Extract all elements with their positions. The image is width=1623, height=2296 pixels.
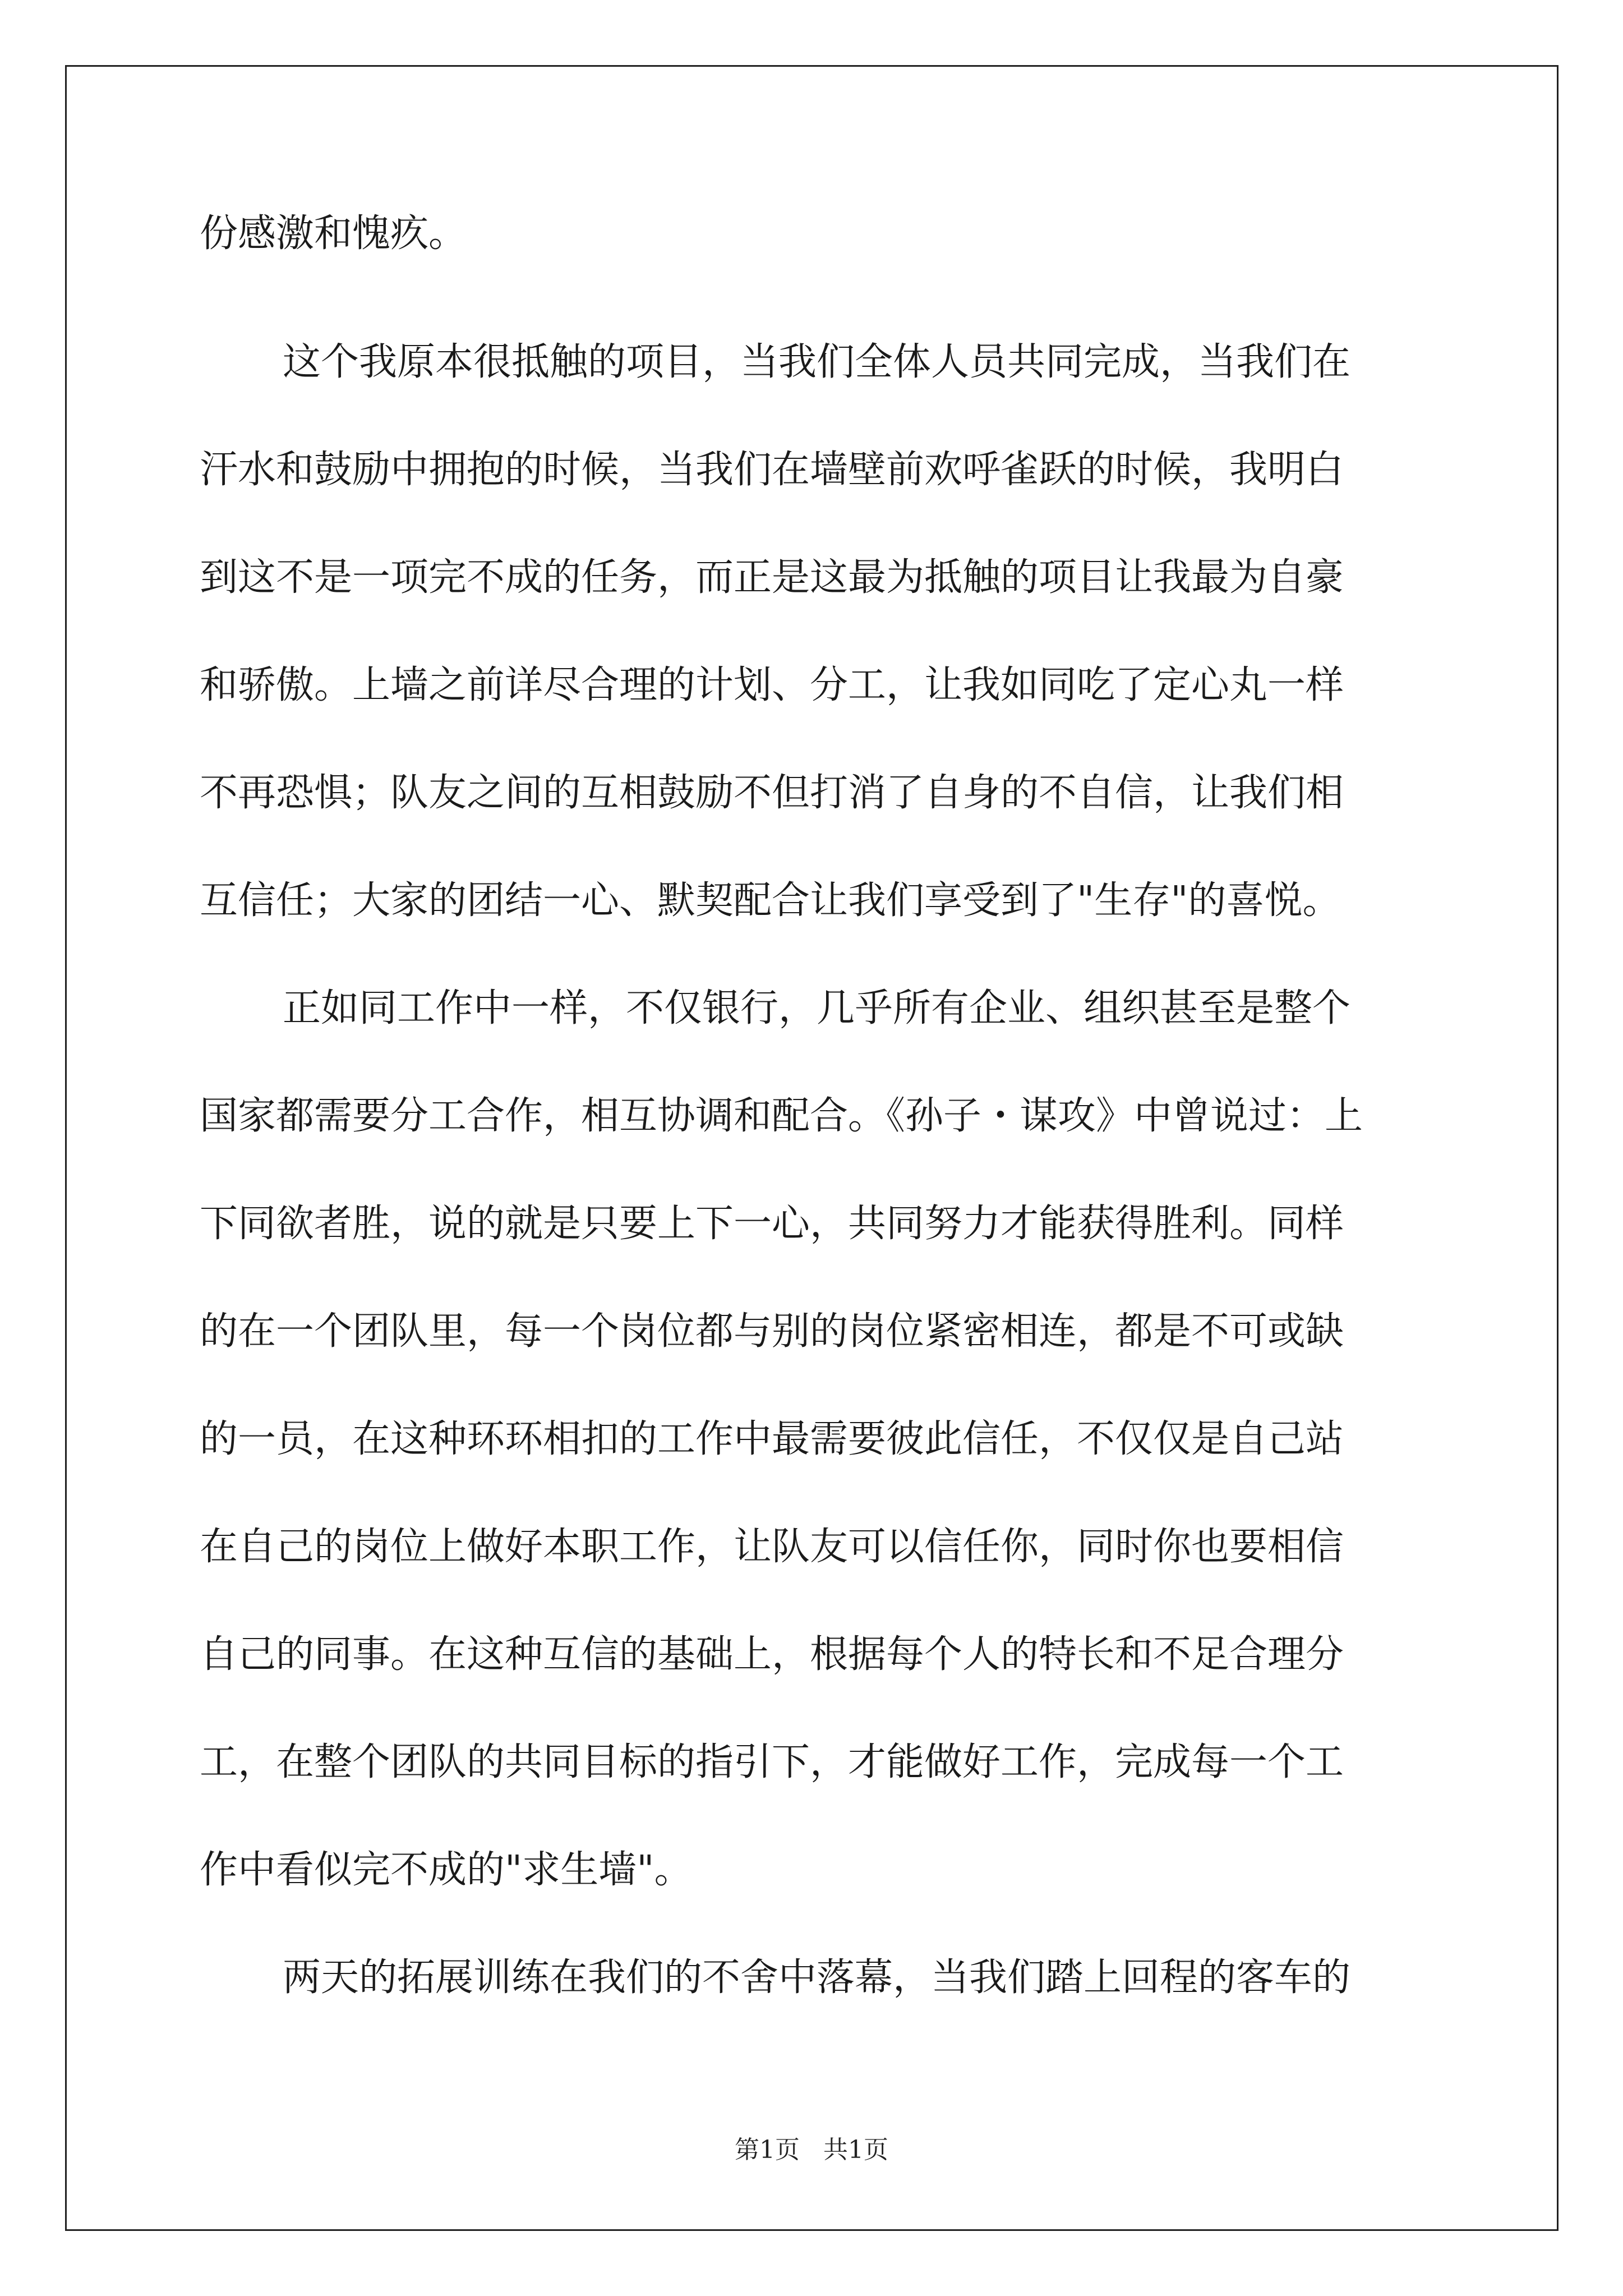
page-border <box>65 65 1559 2231</box>
text-line: 国家都需要分工合作，相互协调和配合。《孙子・谋攻》中曾说过：上 <box>200 1094 1363 1138</box>
text-line: 的一员，在这种环环相扣的工作中最需要彼此信任，不仅仅是自己站 <box>200 1417 1344 1461</box>
text-line: 互信任；大家的团结一心、默契配合让我们享受到了"生存"的喜悦。 <box>200 878 1341 923</box>
text-line: 汗水和鼓励中拥抱的时候，当我们在墙壁前欢呼雀跃的时候，我明白 <box>200 448 1344 492</box>
paragraph-first-line: 两天的拓展训练在我们的不舍中落幕，当我们踏上回程的客车的 <box>283 1955 1351 2000</box>
paragraph-first-line: 这个我原本很抵触的项目，当我们全体人员共同完成，当我们在 <box>283 340 1351 384</box>
text-line: 在自己的岗位上做好本职工作，让队友可以信任你，同时你也要相信 <box>200 1525 1344 1569</box>
text-line: 工，在整个团队的共同目标的指引下，才能做好工作，完成每一个工 <box>200 1740 1344 1784</box>
text-line: 作中看似完不成的"求生墙"。 <box>200 1848 693 1892</box>
text-line: 到这不是一项完不成的任务，而正是这最为抵触的项目让我最为自豪 <box>200 555 1344 600</box>
text-line: 份感激和愧疚。 <box>200 211 467 256</box>
paragraph-first-line: 正如同工作中一样，不仅银行，几乎所有企业、组织甚至是整个 <box>283 986 1351 1030</box>
page-total: 共1页 <box>823 2136 888 2164</box>
text-line: 和骄傲。上墙之前详尽合理的计划、分工，让我如同吃了定心丸一样 <box>200 663 1344 707</box>
page-footer <box>0 2129 1623 2165</box>
page-number: 第1页 <box>735 2136 800 2164</box>
text-line: 下同欲者胜，说的就是只要上下一心，共同努力才能获得胜利。同样 <box>200 1202 1344 1246</box>
text-line: 自己的同事。在这种互信的基础上，根据每个人的特长和不足合理分 <box>200 1632 1344 1677</box>
text-line: 不再恐惧；队友之间的互相鼓励不但打消了自身的不自信，让我们相 <box>200 771 1344 815</box>
text-line: 的在一个团队里，每一个岗位都与别的岗位紧密相连，都是不可或缺 <box>200 1309 1344 1354</box>
